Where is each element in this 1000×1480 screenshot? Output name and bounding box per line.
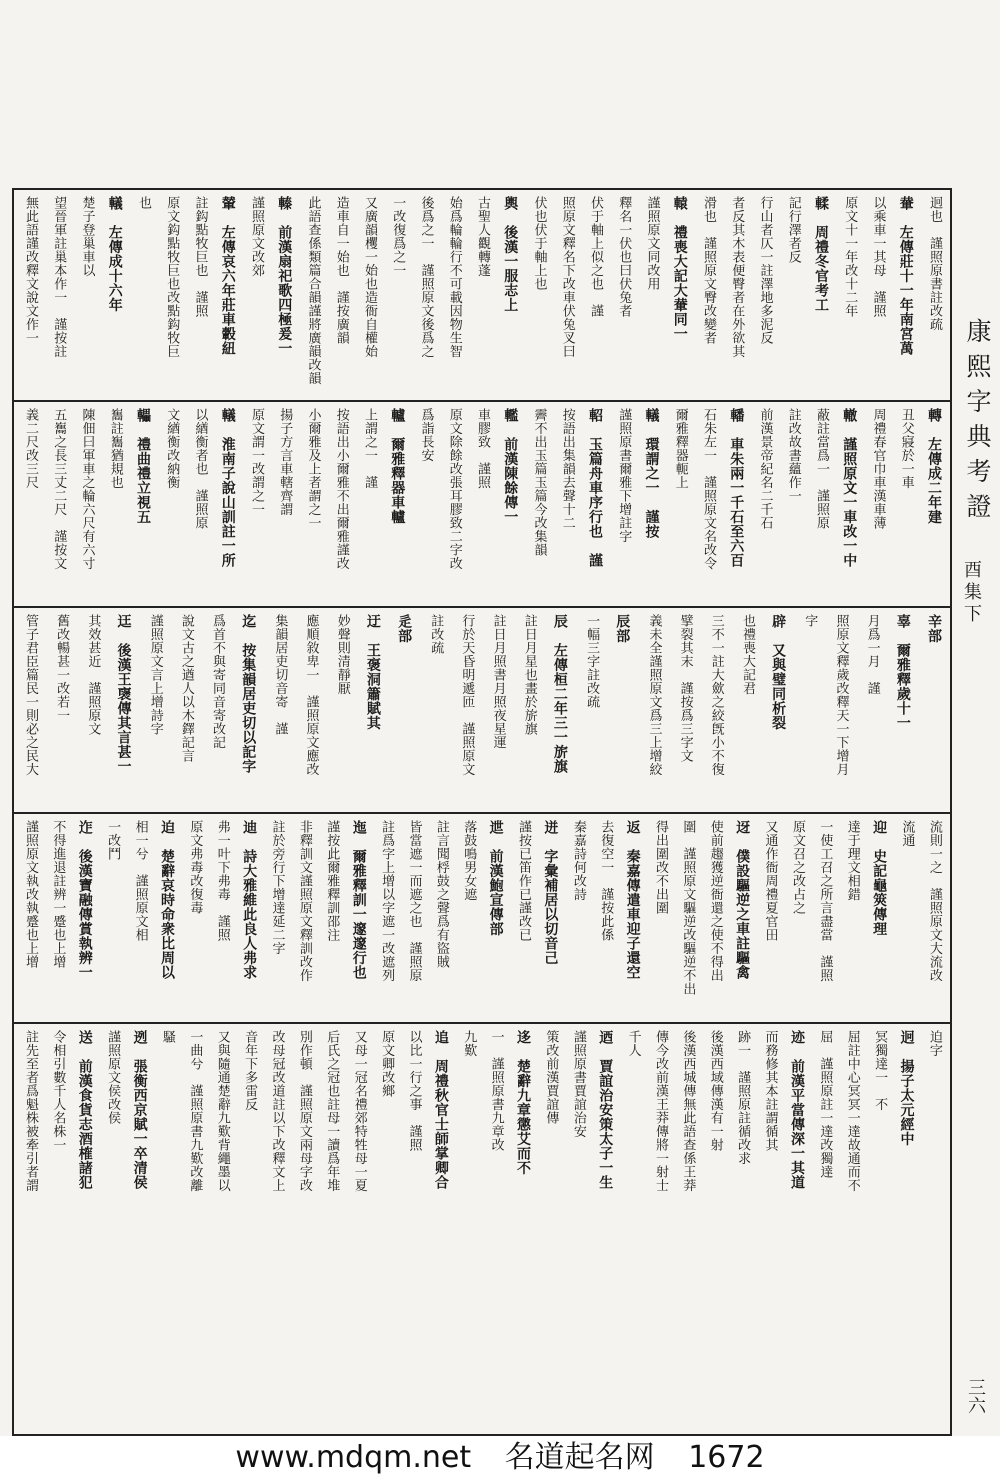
text-column: 照原文釋歲改釋天一下增月 <box>833 614 849 776</box>
text-column: 謹照原文改郊 <box>249 196 264 277</box>
text-column: 而務修其本註謂循其 <box>762 1030 778 1152</box>
entry-column: 迹 前漢平當傳深一其道 <box>788 1030 805 1190</box>
text-column: 也 <box>136 196 151 210</box>
entry-column: 送 前漢食貨志酒榷諸犯 <box>76 1030 93 1190</box>
text-column: 謹照原文執改執蹙也上增 <box>23 820 38 969</box>
text-column: 去復空一 謹按此係 <box>598 820 614 942</box>
text-column: 爲詣長安 <box>418 408 434 462</box>
text-column: 雟註雟猶規也 <box>107 408 123 489</box>
entry-column: 迺 賈誼治安策太子一生 <box>597 1030 614 1190</box>
text-column: 集韻居吏切音寄 謹 <box>272 614 288 736</box>
entry-column: 辜 爾雅釋歲十一 <box>894 614 911 730</box>
text-column: 謹照原文言上增詩字 <box>147 614 163 736</box>
text-column: 又與隨通楚辭九歎背繩墨以 <box>214 1030 230 1192</box>
text-column: 其效甚近 謹照原文 <box>85 614 101 736</box>
side-page-number: 三六 <box>965 1378 986 1414</box>
text-column: 月爲一月 謹 <box>864 614 880 695</box>
text-column: 伏也伏于軸上也 <box>531 196 547 291</box>
entry-column: 迋 後漢王襃傳其言甚一 <box>115 614 132 774</box>
text-column: 後爲之一 謹照原文後爲之 <box>418 196 434 358</box>
text-column: 管子君臣篇民一則必之民大 <box>23 614 38 776</box>
text-column: 石朱左一 謹照原文名改令 <box>701 408 716 570</box>
text-column: 按語出小爾雅不出爾雅謹改 <box>333 408 349 570</box>
entry-column: 辟 又與璧同析裂 <box>770 614 787 730</box>
text-column: 又通作衙周禮夏官田 <box>762 820 778 942</box>
entry-column: 迮 後漢寶融傳賞執辨一 <box>76 820 93 980</box>
entry-band <box>14 190 950 402</box>
text-column: 策改前漢賈誼傳 <box>543 1030 559 1125</box>
text-column: 達于理文相錯 <box>844 820 860 901</box>
entry-column: 轙 左傳成十六年 <box>106 196 123 312</box>
text-column: 令相引數千人名株一 <box>50 1030 66 1152</box>
entry-band <box>14 608 950 814</box>
text-column: 后氏之冠也註母一讀爲年堆 <box>324 1030 340 1192</box>
text-column: 註爲字上增以字遮一改遮列 <box>379 820 395 982</box>
text-column: 前漢景帝紀名二千石 <box>757 408 773 530</box>
text-column: 謹照原文同改用 <box>644 196 660 291</box>
text-column: 原文謂一改謂之一 <box>249 408 264 516</box>
entry-column: 辵部 <box>396 614 413 643</box>
text-column: 霽不出玉篇玉篇今改集韻 <box>531 408 547 557</box>
text-column: 行山者仄一註澤地多泥反 <box>757 196 773 345</box>
text-column: 滑也 謹照原文臀改變者 <box>701 196 716 345</box>
text-column: 謹按此爾雅釋訓邵注 <box>324 820 340 942</box>
text-column: 小爾雅及上者謂之一 <box>305 408 321 530</box>
text-column: 落鼓鳴男女遮 <box>461 820 477 901</box>
text-column: 冥獨達一 不 <box>872 1030 888 1111</box>
entry-column: 迻 楚辭九章懲艾而不 <box>515 1030 532 1175</box>
text-column: 原文弗毒改復毒 <box>187 820 203 915</box>
text-column: 一改復爲之一 <box>390 196 406 277</box>
text-column: 後漢西域傳漢有一射 <box>707 1030 723 1152</box>
text-column: 謹照原文侯改侯 <box>105 1030 121 1125</box>
text-column: 望晉軍註巢本作一 謹按註 <box>51 196 67 358</box>
text-column: 一 謹照原書九章改 <box>488 1030 504 1152</box>
text-column: 九歎 <box>461 1030 477 1057</box>
entry-column: 轅 禮喪大記大輂同一 <box>671 196 688 341</box>
text-column: 應順敘卑一 謹照原文應改 <box>303 614 319 776</box>
text-column: 得出圍改不出圍 <box>652 820 668 915</box>
text-column: 後漢西城傳無此語查係王莽 <box>680 1030 696 1192</box>
text-column: 陳佃曰軍車之輪六尺有六寸 <box>79 408 95 570</box>
text-column: 以乘車一其母 謹照 <box>870 196 886 318</box>
watermark-footer <box>0 1436 1000 1480</box>
entry-column: 迸 字彙補居以切音己 <box>542 820 559 965</box>
text-column: 義二尺改三尺 <box>23 408 38 489</box>
text-column: 不得進退註辨一蹙也上增 <box>50 820 66 969</box>
text-column: 騷 <box>159 1030 175 1044</box>
text-column: 古聖人觀轉蓬 <box>475 196 490 277</box>
entry-column: 迄 按集韻居吏切以記字 <box>240 614 257 774</box>
text-column: 流則一之 謹照原文大流改 <box>926 820 942 982</box>
text-column: 以比一行之事 謹照 <box>406 1030 422 1152</box>
text-column: 說文古之遒人以木鐸記言 <box>178 614 194 763</box>
entry-column: 輦 左傳哀六年莊車轂紐 <box>219 196 236 356</box>
text-column: 無此語謹改釋文說文作一 <box>23 196 38 345</box>
text-column: 註改疏 <box>428 614 444 655</box>
text-column: 使前趨獲逆衙還之使不得出 <box>707 820 723 982</box>
text-column: 屈註中心冥冥一達故通而不 <box>844 1030 860 1192</box>
entry-column: 轙 環謂之一 謹按 <box>643 408 660 539</box>
text-column: 別作頓 謹照原文兩母字改 <box>296 1030 312 1192</box>
text-column: 傳今改前漢王莽傳將一射士 <box>652 1030 668 1192</box>
text-column: 也禮喪大記君 <box>739 614 755 695</box>
entry-band <box>14 402 950 608</box>
text-column: 跡一 謹照原註循改求 <box>735 1030 751 1165</box>
text-column: 註鈎點牧巨也 謹照 <box>192 196 208 318</box>
text-column: 照原文釋名下改車伏兔叉曰 <box>559 196 575 358</box>
text-column: 造車自一始也 謹按廣韻 <box>333 196 349 345</box>
text-column: 原文召之改占之 <box>789 820 805 915</box>
entry-column: 軺 玉篇舟車序行也 謹 <box>587 408 603 568</box>
text-column: 爲首不與寄同音寄改記 <box>210 614 226 749</box>
text-column: 圍 謹照原文驅逆改驅逆不出 <box>680 820 696 996</box>
entry-column: 迎 史記龜筴傳理 <box>871 820 888 936</box>
text-column: 謹照原書賈誼治安 <box>570 1030 586 1138</box>
text-column: 以緧衡者也 謹照原 <box>192 408 208 530</box>
entry-column: 轞 前漢陳餘傳一 <box>502 408 519 524</box>
text-column: 車膠致 謹照 <box>475 408 490 489</box>
text-column: 蔽註當爲一 謹照原 <box>814 408 829 530</box>
footer-page-number: 1672 <box>688 1440 765 1475</box>
text-column: 改母冠改道註以下改釋文上 <box>269 1030 285 1192</box>
text-column: 原文鈎點牧巨也改點鈎牧巨 <box>164 196 180 358</box>
entry-column: 追 周禮秋官士師掌卿合 <box>432 1030 449 1190</box>
text-column: 迥也 謹照原書註改疏 <box>927 196 942 331</box>
entry-column: 轓 車朱兩一千石至六百 <box>728 408 745 568</box>
text-column: 千人 <box>625 1030 641 1057</box>
text-column: 揚子方言車轄齊謂 <box>277 408 293 516</box>
footer-site[interactable]: www.mdqm.net <box>235 1440 472 1475</box>
text-column: 伏于軸上似之也 謹 <box>588 196 603 318</box>
text-column: 始爲輪輪行不可載因物生智 <box>446 196 462 358</box>
text-column: 原文除餘改張耳膠致二字改 <box>446 408 462 570</box>
text-column: 一幅三字註改疏 <box>584 614 600 709</box>
entry-column: 轉 左傳成二年建 <box>926 408 942 524</box>
text-column: 楚子登巢車以 <box>79 196 95 277</box>
entry-column: 轤 爾雅釋器車轤 <box>389 408 406 524</box>
text-column: 此語查係類篇合韻謹將廣韻改韻 <box>305 196 321 385</box>
text-column: 註於旁行下增達延二字 <box>269 820 285 955</box>
text-column: 行於天昏明遞匝 謹照原文 <box>459 614 475 776</box>
text-column: 丑父寢於一車 <box>898 408 914 489</box>
text-column: 又母一冠名禮郊特牲母一夏 <box>351 1030 367 1192</box>
entry-column: 轃 前漢扇祀歌四極爰一 <box>276 196 293 356</box>
text-column: 謹按已笛作已謹改已 <box>516 820 532 942</box>
entry-column: 迓 僕設驅逆之車註驅禽 <box>734 820 751 980</box>
text-column: 釋名一伏也曰伏兔者 <box>616 196 632 318</box>
text-column: 迫字 <box>926 1030 942 1057</box>
text-column: 字 <box>802 614 818 628</box>
entry-column: 辛部 <box>925 614 942 643</box>
text-column: 註先至者爲魁株被牽引者謂 <box>23 1030 38 1192</box>
text-frame <box>12 188 952 1436</box>
text-column: 原文卿改鄉 <box>379 1030 395 1098</box>
entry-band <box>14 814 950 1024</box>
entry-column: 輮 周禮冬官考工 <box>813 196 829 312</box>
text-column: 流通 <box>899 820 915 847</box>
text-column: 周禮春官巾車漢車薄 <box>870 408 886 530</box>
text-column: 擘裂其末 謹按爲三字文 <box>677 614 693 763</box>
entry-band <box>14 1024 950 1234</box>
text-column: 非釋訓文謹照原文釋訓改作 <box>296 820 312 982</box>
text-column: 音年下多雷反 <box>242 1030 258 1111</box>
entry-column: 迫 楚辭哀時命衆比周以 <box>158 820 175 980</box>
text-column: 原文十一年改十二年 <box>842 196 858 318</box>
text-column: 相一兮 謹照原文相 <box>132 820 148 942</box>
entry-column: 迂 王褒洞簫賦其 <box>364 614 381 730</box>
entry-column: 迪 詩大雅維此良人弗求 <box>241 820 258 980</box>
text-column: 者反其木表便臀者在外欲其 <box>729 196 745 358</box>
entry-column: 轍 謹照原文一車改一中 <box>841 408 858 568</box>
text-column: 秦嘉詩何改詩 <box>570 820 586 901</box>
text-column: 按語出集韻去聲十二 <box>559 408 575 530</box>
entry-column: 迣 前漢鮑宣傳部 <box>487 820 504 936</box>
text-column: 記行澤者反 <box>785 196 801 264</box>
text-column: 弗一叶下弗毒 謹照 <box>214 820 230 942</box>
text-column: 註日月照書月照夜星運 <box>490 614 506 749</box>
entry-column: 輂 左傳莊十一年南宮萬 <box>897 196 914 356</box>
entry-column: 迾 張衡西京賦一卒清侯 <box>131 1030 148 1190</box>
text-column: 註日月星也畫於旂旗 <box>521 614 537 736</box>
text-column: 文緧衡改納衡 <box>164 408 180 489</box>
text-column: 一使工召之所言盡當 謹照 <box>817 820 833 982</box>
text-column: 謹照原書爾雅下增註字 <box>616 408 632 543</box>
footer-brand: 名道起名网 <box>504 1440 655 1475</box>
text-column: 又廣韻欔一始也造衙自權始 <box>362 196 377 358</box>
entry-column: 輿 後漢一服志上 <box>502 196 519 312</box>
entry-column: 辰 左傳桓二年三一旂旗 <box>551 614 568 774</box>
text-column: 五雟之長三丈二尺 謹按文 <box>51 408 67 570</box>
entry-column: 轙 淮南子說山訓註一所 <box>219 408 236 568</box>
section-label: 酉集下 <box>961 560 982 626</box>
text-column: 屈 謹照原註一達改獨達 <box>817 1030 833 1179</box>
entry-column: 辰部 <box>614 614 631 643</box>
entry-column: 返 秦嘉傳遣車迎子還空 <box>624 820 641 980</box>
book-title: 康熙字典考證 <box>963 318 992 528</box>
entry-column: 迤 爾雅釋訓一邃邃行也 <box>350 820 367 980</box>
text-column: 一曲兮 謹照原書九歎改離 <box>187 1030 203 1192</box>
text-column: 皆當遮一而遮之也 謹照原 <box>406 820 422 982</box>
text-column: 妙聲則清靜厭 <box>334 614 350 695</box>
text-column: 一改鬥 <box>105 820 121 861</box>
text-column: 義未全謹照原文爲三上增絞 <box>646 614 662 776</box>
text-column: 三不一註大歛之絞旣小不復 <box>708 614 724 776</box>
text-column: 舊改暢甚一改若一 <box>54 614 70 722</box>
text-column: 爾雅釋器軛上 <box>672 408 688 489</box>
text-column: 上謂之一 謹 <box>362 408 377 489</box>
entry-column: 轠 禮曲禮立視五 <box>135 408 151 524</box>
text-column: 註改故書蘊作一 <box>785 408 801 503</box>
text-column: 註言聞桴鼓之聲爲有盜賊 <box>433 820 449 969</box>
entry-column: 迥 揚子太元經中 <box>898 1030 915 1146</box>
